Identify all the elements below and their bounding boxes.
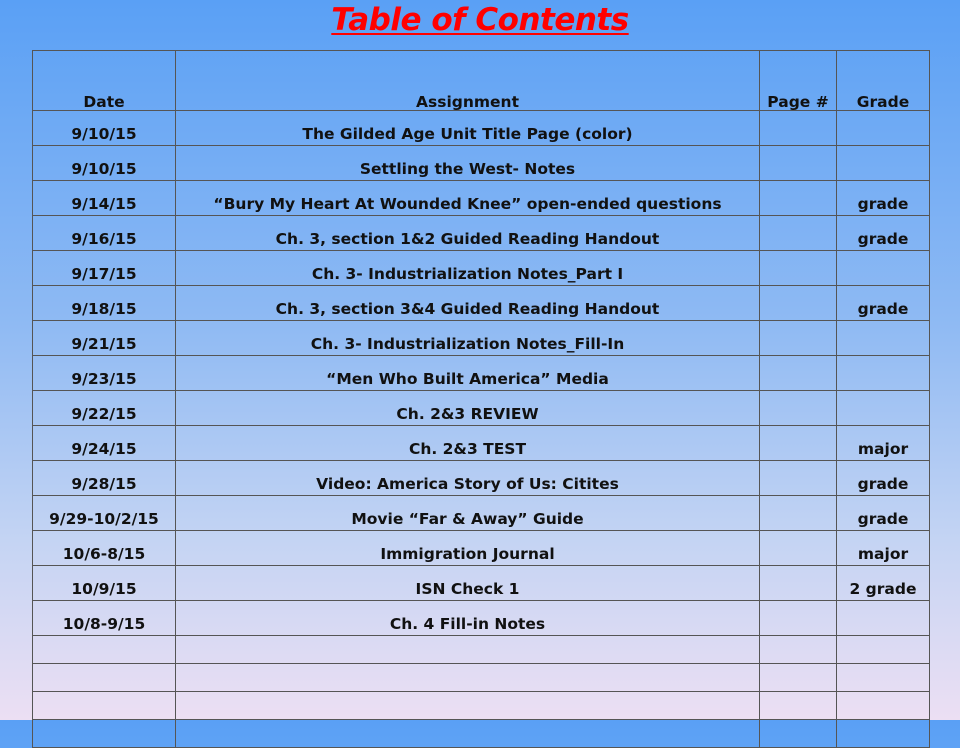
cell-date: 9/14/15	[33, 181, 176, 216]
cell-page	[760, 720, 837, 748]
cell-grade: grade	[837, 216, 930, 251]
cell-assignment	[176, 664, 760, 692]
column-header-date: Date	[33, 51, 176, 111]
cell-grade	[837, 692, 930, 720]
cell-page	[760, 321, 837, 356]
table-row	[33, 286, 930, 321]
cell-assignment: Ch. 4 Fill-in Notes	[176, 601, 760, 636]
cell-assignment	[176, 692, 760, 720]
cell-assignment: ISN Check 1	[176, 566, 760, 601]
cell-page	[760, 664, 837, 692]
table-row	[33, 181, 930, 216]
page-title: Table of Contents	[331, 2, 629, 38]
cell-assignment: Movie “Far & Away” Guide	[176, 496, 760, 531]
cell-page	[760, 111, 837, 146]
table-row	[33, 321, 930, 356]
cell-assignment: The Gilded Age Unit Title Page (color)	[176, 111, 760, 146]
table-row	[33, 601, 930, 636]
cell-assignment: Immigration Journal	[176, 531, 760, 566]
cell-grade	[837, 356, 930, 391]
cell-date: 9/16/15	[33, 216, 176, 251]
cell-assignment	[176, 636, 760, 664]
cell-grade: major	[837, 426, 930, 461]
table-row	[33, 251, 930, 286]
cell-date	[33, 692, 176, 720]
cell-grade	[837, 321, 930, 356]
cell-grade	[837, 146, 930, 181]
cell-date: 9/24/15	[33, 426, 176, 461]
column-header-page: Page #	[760, 51, 837, 111]
cell-date: 9/29-10/2/15	[33, 496, 176, 531]
cell-page	[760, 531, 837, 566]
cell-assignment: “Men Who Built America” Media	[176, 356, 760, 391]
table-row	[33, 111, 930, 146]
cell-date: 9/17/15	[33, 251, 176, 286]
cell-assignment: Settling the West- Notes	[176, 146, 760, 181]
cell-grade	[837, 391, 930, 426]
cell-grade	[837, 636, 930, 664]
cell-assignment: Ch. 3, section 1&2 Guided Reading Handout	[176, 216, 760, 251]
cell-page	[760, 426, 837, 461]
cell-page	[760, 692, 837, 720]
table-body	[33, 111, 930, 748]
table-row	[33, 496, 930, 531]
cell-grade: grade	[837, 496, 930, 531]
cell-page	[760, 356, 837, 391]
cell-page	[760, 251, 837, 286]
cell-date	[33, 720, 176, 748]
cell-date: 10/6-8/15	[33, 531, 176, 566]
cell-grade	[837, 664, 930, 692]
table-row	[33, 664, 930, 692]
cell-grade: major	[837, 531, 930, 566]
column-header-assignment: Assignment	[176, 51, 760, 111]
cell-grade	[837, 111, 930, 146]
cell-assignment: Ch. 3, section 3&4 Guided Reading Handout	[176, 286, 760, 321]
cell-assignment: “Bury My Heart At Wounded Knee” open-ended questions	[176, 181, 760, 216]
cell-date: 9/28/15	[33, 461, 176, 496]
cell-grade: grade	[837, 286, 930, 321]
table-header-row	[33, 51, 930, 111]
cell-page	[760, 496, 837, 531]
cell-assignment: Ch. 3- Industrialization Notes_Fill-In	[176, 321, 760, 356]
cell-grade: 2 grade	[837, 566, 930, 601]
cell-page	[760, 636, 837, 664]
column-header-grade: Grade	[837, 51, 930, 111]
cell-date: 10/8-9/15	[33, 601, 176, 636]
cell-page	[760, 461, 837, 496]
cell-grade	[837, 720, 930, 748]
cell-grade	[837, 601, 930, 636]
cell-date: 9/10/15	[33, 111, 176, 146]
cell-date: 10/9/15	[33, 566, 176, 601]
cell-date: 9/23/15	[33, 356, 176, 391]
cell-page	[760, 216, 837, 251]
cell-date: 9/22/15	[33, 391, 176, 426]
cell-date: 9/21/15	[33, 321, 176, 356]
cell-page	[760, 286, 837, 321]
table-row	[33, 426, 930, 461]
cell-page	[760, 601, 837, 636]
cell-grade: grade	[837, 181, 930, 216]
table-row	[33, 391, 930, 426]
cell-page	[760, 146, 837, 181]
cell-date: 9/18/15	[33, 286, 176, 321]
table-row	[33, 720, 930, 748]
cell-assignment: Ch. 2&3 REVIEW	[176, 391, 760, 426]
table-row	[33, 566, 930, 601]
table-row	[33, 146, 930, 181]
cell-date	[33, 636, 176, 664]
cell-date	[33, 664, 176, 692]
cell-assignment	[176, 720, 760, 748]
cell-assignment: Ch. 2&3 TEST	[176, 426, 760, 461]
cell-page	[760, 566, 837, 601]
cell-page	[760, 391, 837, 426]
cell-assignment: Ch. 3- Industrialization Notes_Part I	[176, 251, 760, 286]
table-row	[33, 636, 930, 664]
cell-grade	[837, 251, 930, 286]
table-row	[33, 531, 930, 566]
table-row	[33, 216, 930, 251]
cell-page	[760, 181, 837, 216]
table-row	[33, 461, 930, 496]
table-row	[33, 692, 930, 720]
cell-assignment: Video: America Story of Us: Citites	[176, 461, 760, 496]
table-row	[33, 356, 930, 391]
contents-table	[32, 50, 930, 748]
cell-grade: grade	[837, 461, 930, 496]
cell-date: 9/10/15	[33, 146, 176, 181]
